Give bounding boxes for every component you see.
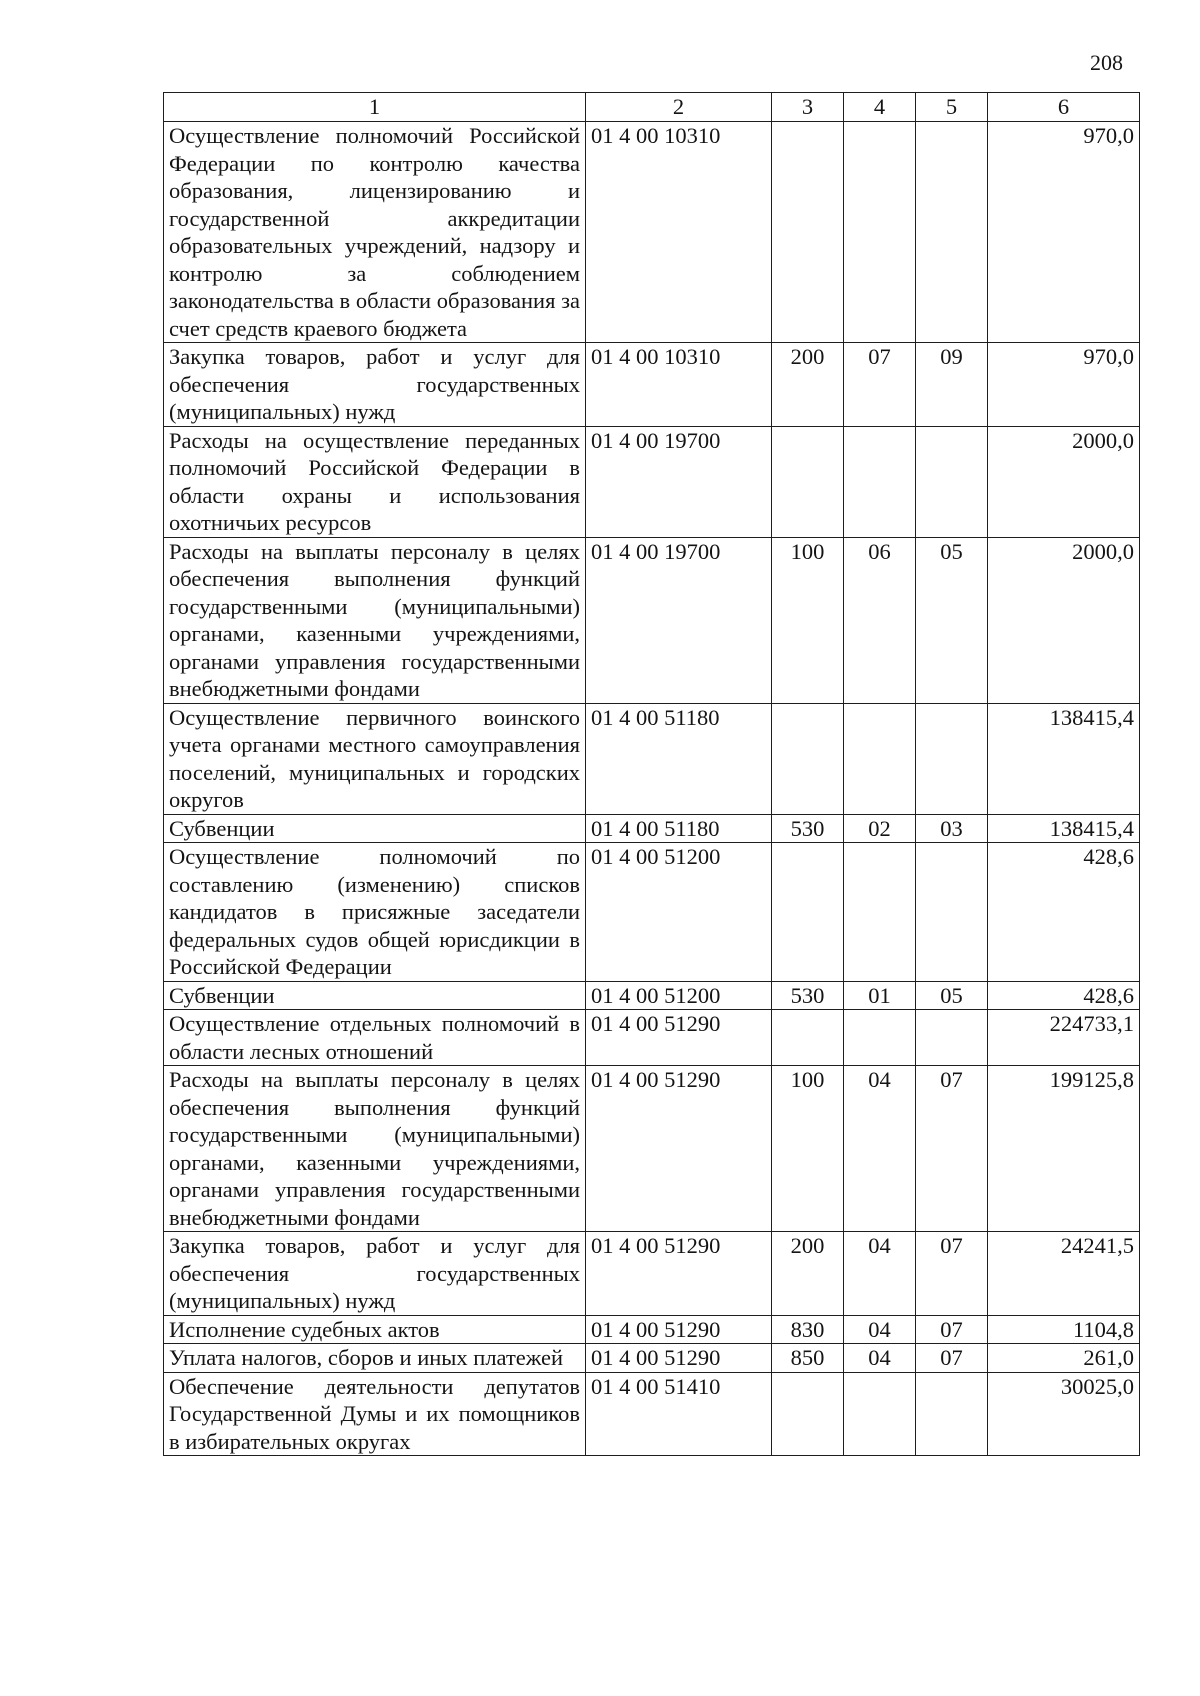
row-amount: 2000,0 (988, 537, 1140, 703)
budget-table (163, 92, 1140, 1456)
column-header: 4 (844, 93, 916, 122)
row-col5: 09 (916, 343, 988, 427)
table-row (164, 537, 1140, 703)
row-col4 (844, 122, 916, 343)
row-code: 01 4 00 10310 (586, 122, 772, 343)
row-col3 (772, 1010, 844, 1066)
row-col4 (844, 426, 916, 537)
row-name: Субвенции (164, 981, 586, 1010)
row-col4: 04 (844, 1066, 916, 1232)
column-header: 6 (988, 93, 1140, 122)
row-code: 01 4 00 51290 (586, 1066, 772, 1232)
row-col4 (844, 1372, 916, 1456)
row-amount: 199125,8 (988, 1066, 1140, 1232)
row-amount: 1104,8 (988, 1315, 1140, 1344)
table-row (164, 1066, 1140, 1232)
row-col4: 06 (844, 537, 916, 703)
row-col3: 530 (772, 981, 844, 1010)
column-header: 5 (916, 93, 988, 122)
row-col5 (916, 426, 988, 537)
column-header: 2 (586, 93, 772, 122)
column-header: 1 (164, 93, 586, 122)
row-col5 (916, 1010, 988, 1066)
row-col5 (916, 122, 988, 343)
row-code: 01 4 00 51290 (586, 1010, 772, 1066)
row-code: 01 4 00 19700 (586, 537, 772, 703)
page-number: 208 (1090, 50, 1123, 75)
row-name: Расходы на осуществление переданных полномочий Российской Федерации в области охраны и использования охотничьих ресурсов (164, 426, 586, 537)
row-col5: 05 (916, 537, 988, 703)
row-col3 (772, 426, 844, 537)
row-code: 01 4 00 10310 (586, 343, 772, 427)
row-col3: 200 (772, 343, 844, 427)
table-row (164, 426, 1140, 537)
row-name: Осуществление полномочий по составлению (изменению) списков кандидатов в присяжные заседатели федеральных судов общей юрисдикции в Российской Федерации (164, 843, 586, 982)
row-code: 01 4 00 51200 (586, 981, 772, 1010)
table-row (164, 1232, 1140, 1316)
row-col5: 07 (916, 1232, 988, 1316)
table-row (164, 981, 1140, 1010)
row-name: Расходы на выплаты персоналу в целях обеспечения выполнения функций государственными (муниципальными) органами, казенными учреждениями, органами управления государственными внебюджетными фондами (164, 1066, 586, 1232)
row-col3: 850 (772, 1344, 844, 1373)
row-col5: 07 (916, 1344, 988, 1373)
row-name: Осуществление полномочий Российской Федерации по контролю качества образования, лицензированию и государственной аккредитации образовательных учреждений, надзору и контролю за соблюдением законодательства в области образования за счет средств краевого бюджета (164, 122, 586, 343)
table-row (164, 814, 1140, 843)
row-code: 01 4 00 51290 (586, 1344, 772, 1373)
row-name: Исполнение судебных актов (164, 1315, 586, 1344)
row-name: Расходы на выплаты персоналу в целях обеспечения выполнения функций государственными (муниципальными) органами, казенными учреждениями, органами управления государственными внебюджетными фондами (164, 537, 586, 703)
row-col4 (844, 843, 916, 982)
table-row (164, 1010, 1140, 1066)
row-code: 01 4 00 51200 (586, 843, 772, 982)
row-col3: 100 (772, 1066, 844, 1232)
row-col4: 02 (844, 814, 916, 843)
row-col4 (844, 703, 916, 814)
row-col4: 04 (844, 1344, 916, 1373)
row-name: Уплата налогов, сборов и иных платежей (164, 1344, 586, 1373)
row-name: Осуществление первичного воинского учета органами местного самоуправления поселений, муниципальных и городских округов (164, 703, 586, 814)
row-col5: 05 (916, 981, 988, 1010)
table-row (164, 843, 1140, 982)
table-row (164, 1315, 1140, 1344)
row-col3: 100 (772, 537, 844, 703)
row-col4 (844, 1010, 916, 1066)
row-amount: 970,0 (988, 122, 1140, 343)
row-col4: 04 (844, 1232, 916, 1316)
row-name: Осуществление отдельных полномочий в области лесных отношений (164, 1010, 586, 1066)
table-row (164, 122, 1140, 343)
row-col5 (916, 1372, 988, 1456)
row-col3 (772, 843, 844, 982)
row-amount: 970,0 (988, 343, 1140, 427)
row-name: Закупка товаров, работ и услуг для обеспечения государственных (муниципальных) нужд (164, 1232, 586, 1316)
table-row (164, 703, 1140, 814)
row-code: 01 4 00 19700 (586, 426, 772, 537)
row-col5: 03 (916, 814, 988, 843)
row-code: 01 4 00 51180 (586, 703, 772, 814)
table-row (164, 1372, 1140, 1456)
row-col3: 200 (772, 1232, 844, 1316)
row-col3: 530 (772, 814, 844, 843)
row-name: Закупка товаров, работ и услуг для обеспечения государственных (муниципальных) нужд (164, 343, 586, 427)
row-col4: 04 (844, 1315, 916, 1344)
row-col5: 07 (916, 1066, 988, 1232)
row-code: 01 4 00 51410 (586, 1372, 772, 1456)
row-col3: 830 (772, 1315, 844, 1344)
row-name: Субвенции (164, 814, 586, 843)
row-col3 (772, 703, 844, 814)
row-code: 01 4 00 51290 (586, 1232, 772, 1316)
row-amount: 224733,1 (988, 1010, 1140, 1066)
row-col5 (916, 703, 988, 814)
row-amount: 138415,4 (988, 814, 1140, 843)
row-name: Обеспечение деятельности депутатов Государственной Думы и их помощников в избирательных округах (164, 1372, 586, 1456)
row-col4: 01 (844, 981, 916, 1010)
table-row (164, 343, 1140, 427)
column-header: 3 (772, 93, 844, 122)
row-amount: 428,6 (988, 981, 1140, 1010)
row-amount: 30025,0 (988, 1372, 1140, 1456)
table-row (164, 1344, 1140, 1373)
row-code: 01 4 00 51180 (586, 814, 772, 843)
row-amount: 24241,5 (988, 1232, 1140, 1316)
row-col3 (772, 1372, 844, 1456)
table-header-row (164, 93, 1140, 122)
row-amount: 138415,4 (988, 703, 1140, 814)
row-amount: 428,6 (988, 843, 1140, 982)
row-col4: 07 (844, 343, 916, 427)
row-col3 (772, 122, 844, 343)
row-code: 01 4 00 51290 (586, 1315, 772, 1344)
row-amount: 261,0 (988, 1344, 1140, 1373)
row-amount: 2000,0 (988, 426, 1140, 537)
row-col5: 07 (916, 1315, 988, 1344)
row-col5 (916, 843, 988, 982)
